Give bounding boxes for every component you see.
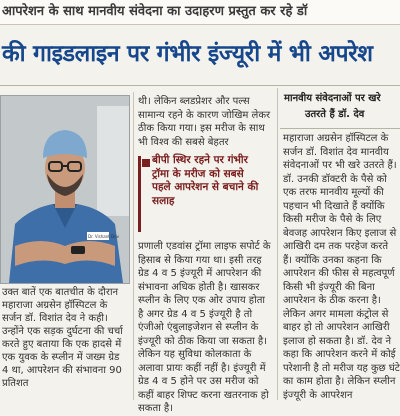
column-3-text: महाराजा अग्रसेन हॉस्पिटल के सर्जन डॉ. विशांत देव मानवीय संवेदनाओं पर भी खरे उतरते हैं। डॉ. उनकी डॉक्टरी के पैसे को एक तरफ मानवीय मूल्यों की पहचान भी दिखाते हैं क्योंकि किसी मरीज के पैसे के लिए बेवजह आपरेशन किए इलाज से आखिरी दम तक परहेज करते हैं। क्योंकि उनका कहना कि आपरेशन की फीस से महत्वपूर्ण किसी भी इंज्यूरी की बिना आपरेशन के ठीक करना है। लेकिन अगर मामला कंट्रोल से बाहर हो तो आपरेशन आखिरी इलाज हो सकता है। डॉ. देव ने कहा कि आपरेशन करने में कोई परेशानी है तो मरीज यह कुछ घंटे का काम होता है। लेकिन स्प्लीन इंज्यूरी के आपरेशन [283,133,400,401]
pull-quote-bar [138,156,141,232]
headline-block [0,28,400,86]
doctor-photo [0,95,130,284]
pull-quote-bullet-icon [142,159,150,167]
pull-quote-text: बीपी स्थिर रहने पर गंभीर ट्रॉमा के मरीज को सबसे पहले आपरेशन से बचाने की सलाह [152,154,259,207]
top-banner-text: आपरेशन के साथ मानवीय संवेदना का उदाहरण प्रस्तुत कर रहे डॉ [2,4,308,19]
column-2-top-text: थी। लेकिन ब्लडप्रेशर और पल्स सामान्य रहने के कारण जोखिम लेकर ठीक किया गया। इस मरीज के साथ भी विश्व की सबसे बेहतर [138,96,271,148]
name-tag: Dr. Vishant Dev [88,234,120,239]
column-divider-2 [277,88,278,400]
sidebar-heading-line2: उतरते हैं डॉ. देव [305,109,365,120]
headline-text: की गाइडलाइन पर गंभीर इंज्यूरी में भी अपरेश [2,41,373,67]
sidebar-heading [280,88,400,129]
photo-caption-text: उक्त बातें एक बातचीत के दौरान महाराजा अग्रसेन हॉस्पिटल के सर्जन डॉ. विशांत देव ने कही। उन्होंने एक सड़क दुर्घटना की चर्चा करते हुए बताया कि एक हादसे में एक युवक के स्प्लीन में जख्म ग्रेड 4 था, आपरेशन की संभावना 90 प्रतिशत [2,287,123,389]
pull-quote [138,154,266,238]
headline-divider [0,85,400,86]
column-2-bottom-text: प्रणाली एडवांस ट्रॉमा लाइफ सपोर्ट के हिसाब से किया गया था। इसी तरह ग्रेड 4 व 5 इंज्यूरी में आपरेशन की संभावना अधिक होती है। खासकर स्प्लीन के लिए एक ओर उपाय होता है अगर ग्रेड 4 व 5 इंज्यूरी है तो एंजीओ एंबुलाइजेशन से स्प्लीन के इंज्यूरी को ठीक किया जा सकता है। लेकिन यह सुविधा कोलकाता के अलावा प्रायः कहीं नहीं है। इंज्यूरी में ग्रेड 4 व 5 होने पर उस मरीज को कहीं बाहर शिफ्ट करना खतरनाक हो सकता है। [138,241,271,414]
column-divider-1 [133,92,134,400]
sidebar-heading-line1: मानवीय संवेदनाओं पर खरे [284,93,381,104]
doctor-portrait-image [1,96,129,283]
top-banner [0,0,400,25]
